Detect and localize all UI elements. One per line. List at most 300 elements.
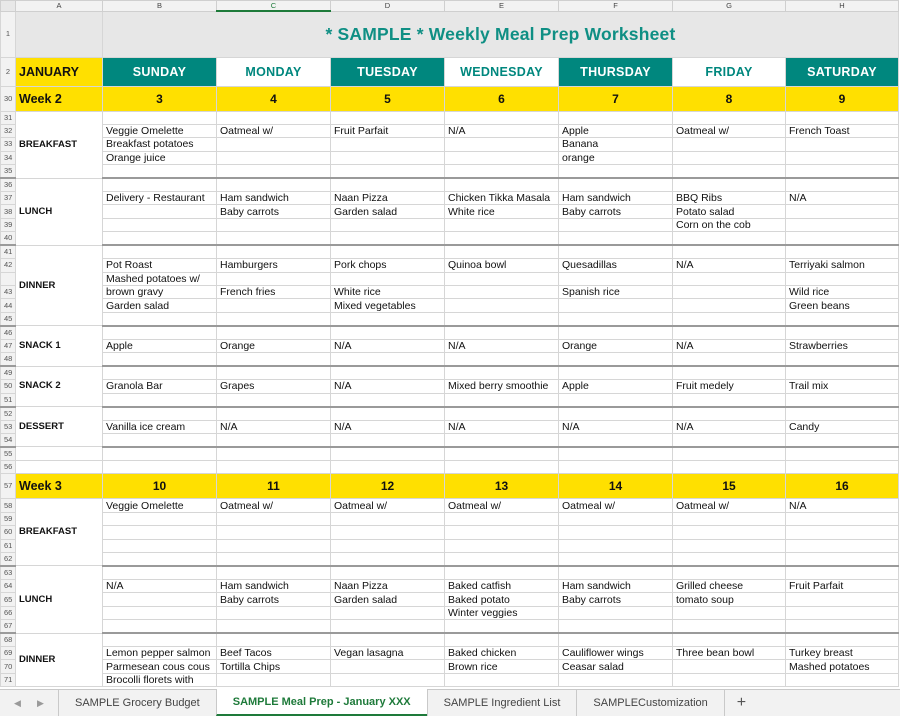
meal-cell[interactable] <box>673 151 786 164</box>
grid-cell[interactable] <box>331 312 445 326</box>
meal-cell[interactable]: Orange <box>559 339 673 352</box>
grid-cell[interactable] <box>103 407 217 421</box>
grid-cell[interactable] <box>16 447 103 461</box>
grid-cell[interactable] <box>217 552 331 566</box>
meal-cell[interactable] <box>673 673 786 686</box>
meal-cell[interactable]: Quinoa bowl <box>445 259 559 272</box>
meal-cell[interactable]: orange <box>559 151 673 164</box>
grid-cell[interactable] <box>786 245 899 259</box>
grid-cell[interactable] <box>445 326 559 340</box>
grid-cell[interactable] <box>559 407 673 421</box>
date-cell[interactable]: 13 <box>445 474 559 499</box>
tab-scroll-right-icon[interactable]: ▶ <box>37 697 44 708</box>
meal-cell[interactable]: White rice <box>331 286 445 299</box>
grid-cell[interactable] <box>16 460 103 473</box>
grid-cell[interactable] <box>445 245 559 259</box>
meal-cell[interactable]: N/A <box>673 259 786 272</box>
grid-cell[interactable] <box>673 433 786 447</box>
meal-cell[interactable]: Ceasar salad <box>559 660 673 673</box>
date-cell[interactable]: 14 <box>559 474 673 499</box>
meal-cell[interactable]: N/A <box>331 420 445 433</box>
grid-cell[interactable] <box>445 232 559 246</box>
meal-cell[interactable]: Fruit Parfait <box>331 124 445 137</box>
row-header[interactable]: 32 <box>1 124 16 137</box>
meal-cell[interactable] <box>103 606 217 619</box>
column-header-g[interactable]: G <box>673 1 786 12</box>
meal-cell[interactable]: Baby carrots <box>559 593 673 606</box>
grid-cell[interactable] <box>673 366 786 380</box>
meal-cell[interactable] <box>786 205 899 218</box>
grid-cell[interactable] <box>217 433 331 447</box>
meal-cell[interactable]: N/A <box>331 380 445 393</box>
meal-cell[interactable] <box>786 151 899 164</box>
title-blank-cell[interactable] <box>16 11 103 57</box>
meal-label-lunch[interactable]: LUNCH <box>16 178 103 245</box>
column-header-a[interactable]: A <box>16 1 103 12</box>
grid-cell[interactable] <box>673 111 786 124</box>
meal-cell[interactable]: Spanish rice <box>559 286 673 299</box>
grid-cell[interactable] <box>445 460 559 473</box>
grid-cell[interactable] <box>445 539 559 552</box>
meal-cell[interactable]: Cauliflower wings <box>559 647 673 660</box>
grid-cell[interactable] <box>331 539 445 552</box>
grid-cell[interactable] <box>559 245 673 259</box>
day-header-tuesday[interactable]: TUESDAY <box>331 57 445 86</box>
column-header-e[interactable]: E <box>445 1 559 12</box>
meal-cell[interactable] <box>445 286 559 299</box>
grid-cell[interactable] <box>559 620 673 634</box>
meal-cell[interactable] <box>445 299 559 312</box>
grid-cell[interactable] <box>786 232 899 246</box>
grid-cell[interactable] <box>559 447 673 461</box>
grid-cell[interactable] <box>445 633 559 647</box>
meal-cell[interactable] <box>786 606 899 619</box>
meal-cell[interactable]: Fruit medely <box>673 380 786 393</box>
meal-cell[interactable] <box>673 299 786 312</box>
row-header[interactable]: 71 <box>1 673 16 686</box>
meal-cell[interactable]: Ham sandwich <box>559 192 673 205</box>
meal-cell[interactable] <box>786 218 899 231</box>
meal-cell[interactable] <box>331 218 445 231</box>
date-cell[interactable]: 10 <box>103 474 217 499</box>
row-header[interactable]: 66 <box>1 606 16 619</box>
meal-cell[interactable]: Ham sandwich <box>217 192 331 205</box>
meal-cell[interactable]: Pork chops <box>331 259 445 272</box>
meal-cell[interactable]: Baked catfish <box>445 579 559 592</box>
meal-cell[interactable] <box>786 272 899 285</box>
meal-cell[interactable]: Terriyaki salmon <box>786 259 899 272</box>
grid-cell[interactable] <box>786 512 899 525</box>
grid-cell[interactable] <box>103 633 217 647</box>
meal-cell[interactable] <box>673 138 786 151</box>
meal-cell[interactable]: N/A <box>445 339 559 352</box>
day-header-monday[interactable]: MONDAY <box>217 57 331 86</box>
row-header[interactable]: 41 <box>1 245 16 259</box>
meal-label-breakfast[interactable]: BREAKFAST <box>16 499 103 566</box>
grid-cell[interactable] <box>217 165 331 179</box>
meal-cell[interactable]: Fruit Parfait <box>786 579 899 592</box>
meal-cell[interactable]: French fries <box>217 286 331 299</box>
grid-cell[interactable] <box>217 566 331 580</box>
grid-cell[interactable] <box>217 366 331 380</box>
meal-cell[interactable]: Hamburgers <box>217 259 331 272</box>
row-header[interactable]: 55 <box>1 447 16 461</box>
row-header[interactable]: 37 <box>1 192 16 205</box>
grid-cell[interactable] <box>331 353 445 367</box>
grid-cell[interactable] <box>786 312 899 326</box>
grid-cell[interactable] <box>786 353 899 367</box>
grid-cell[interactable] <box>559 633 673 647</box>
sheet-title[interactable]: * SAMPLE * Weekly Meal Prep Worksheet <box>103 11 899 57</box>
grid-cell[interactable] <box>673 552 786 566</box>
grid-cell[interactable] <box>331 633 445 647</box>
grid-cell[interactable] <box>559 232 673 246</box>
tab-scroll-left-icon[interactable]: ◀ <box>14 697 21 708</box>
grid-cell[interactable] <box>673 526 786 539</box>
meal-label-breakfast[interactable]: BREAKFAST <box>16 111 103 178</box>
grid-cell[interactable] <box>103 447 217 461</box>
row-header[interactable]: 62 <box>1 552 16 566</box>
meal-cell[interactable] <box>445 673 559 686</box>
meal-cell[interactable]: Oatmeal w/ <box>445 499 559 512</box>
row-header[interactable] <box>1 272 16 285</box>
meal-cell[interactable]: Oatmeal w/ <box>217 124 331 137</box>
row-header[interactable]: 43 <box>1 286 16 299</box>
meal-cell[interactable]: Brocolli florets with <box>103 673 217 686</box>
day-header-saturday[interactable]: SATURDAY <box>786 57 899 86</box>
row-header[interactable]: 39 <box>1 218 16 231</box>
week-label[interactable]: Week 2 <box>16 86 103 111</box>
grid-cell[interactable] <box>786 393 899 407</box>
meal-cell[interactable]: Ham sandwich <box>559 579 673 592</box>
grid-cell[interactable] <box>786 366 899 380</box>
grid-cell[interactable] <box>559 165 673 179</box>
meal-cell[interactable] <box>217 151 331 164</box>
meal-cell[interactable] <box>217 606 331 619</box>
grid-cell[interactable] <box>217 326 331 340</box>
meal-cell[interactable] <box>217 272 331 285</box>
grid-cell[interactable] <box>103 433 217 447</box>
meal-cell[interactable]: Turkey breast <box>786 647 899 660</box>
grid-cell[interactable] <box>559 512 673 525</box>
grid-cell[interactable] <box>217 460 331 473</box>
meal-cell[interactable] <box>786 673 899 686</box>
grid-cell[interactable] <box>103 393 217 407</box>
select-all-corner[interactable] <box>1 1 16 12</box>
grid-cell[interactable] <box>103 232 217 246</box>
grid-cell[interactable] <box>103 178 217 192</box>
column-header-c[interactable]: C <box>217 1 331 12</box>
row-header[interactable]: 34 <box>1 151 16 164</box>
grid-cell[interactable] <box>673 407 786 421</box>
grid-cell[interactable] <box>559 353 673 367</box>
date-cell[interactable]: 4 <box>217 86 331 111</box>
meal-cell[interactable] <box>445 151 559 164</box>
sheet-tab-customization[interactable]: SAMPLECustomization <box>576 690 723 716</box>
day-header-wednesday[interactable]: WEDNESDAY <box>445 57 559 86</box>
grid-cell[interactable] <box>331 178 445 192</box>
grid-cell[interactable] <box>673 566 786 580</box>
row-header[interactable]: 56 <box>1 460 16 473</box>
meal-cell[interactable] <box>103 205 217 218</box>
grid-cell[interactable] <box>673 539 786 552</box>
meal-cell[interactable]: Veggie Omelette <box>103 124 217 137</box>
meal-cell[interactable] <box>331 660 445 673</box>
grid-cell[interactable] <box>786 566 899 580</box>
meal-cell[interactable] <box>559 673 673 686</box>
meal-cell[interactable] <box>786 593 899 606</box>
grid-cell[interactable] <box>673 326 786 340</box>
date-cell[interactable]: 5 <box>331 86 445 111</box>
grid-cell[interactable] <box>786 526 899 539</box>
row-header[interactable]: 50 <box>1 380 16 393</box>
grid-cell[interactable] <box>559 566 673 580</box>
grid-cell[interactable] <box>673 232 786 246</box>
grid-cell[interactable] <box>445 552 559 566</box>
meal-label-dinner[interactable]: DINNER <box>16 245 103 326</box>
grid-cell[interactable] <box>445 165 559 179</box>
column-header-h[interactable]: H <box>786 1 899 12</box>
grid-cell[interactable] <box>445 393 559 407</box>
grid-cell[interactable] <box>103 539 217 552</box>
column-header-b[interactable]: B <box>103 1 217 12</box>
row-header[interactable]: 30 <box>1 86 16 111</box>
grid-cell[interactable] <box>786 111 899 124</box>
meal-cell[interactable]: Beef Tacos <box>217 647 331 660</box>
row-header[interactable]: 45 <box>1 312 16 326</box>
grid-cell[interactable] <box>103 312 217 326</box>
row-header[interactable]: 68 <box>1 633 16 647</box>
meal-cell[interactable]: Granola Bar <box>103 380 217 393</box>
grid-cell[interactable] <box>559 552 673 566</box>
grid-cell[interactable] <box>445 312 559 326</box>
meal-cell[interactable] <box>217 299 331 312</box>
grid-cell[interactable] <box>217 620 331 634</box>
row-header[interactable]: 54 <box>1 433 16 447</box>
meal-cell[interactable]: Potato salad <box>673 205 786 218</box>
row-header[interactable]: 53 <box>1 420 16 433</box>
grid-cell[interactable] <box>786 326 899 340</box>
grid-cell[interactable] <box>559 433 673 447</box>
meal-cell[interactable]: Grapes <box>217 380 331 393</box>
grid-cell[interactable] <box>445 353 559 367</box>
date-cell[interactable]: 15 <box>673 474 786 499</box>
row-header[interactable]: 49 <box>1 366 16 380</box>
meal-cell[interactable]: Brown rice <box>445 660 559 673</box>
meal-cell[interactable]: Mixed vegetables <box>331 299 445 312</box>
meal-cell[interactable]: Baked chicken <box>445 647 559 660</box>
grid-cell[interactable] <box>673 353 786 367</box>
meal-cell[interactable]: Breakfast potatoes <box>103 138 217 151</box>
meal-cell[interactable] <box>673 286 786 299</box>
meal-cell[interactable]: Garden salad <box>331 205 445 218</box>
meal-cell[interactable]: brown gravy <box>103 286 217 299</box>
meal-cell[interactable]: Ham sandwich <box>217 579 331 592</box>
meal-cell[interactable]: Baby carrots <box>217 205 331 218</box>
grid-cell[interactable] <box>559 460 673 473</box>
column-header-d[interactable]: D <box>331 1 445 12</box>
month-cell[interactable]: JANUARY <box>16 57 103 86</box>
meal-cell[interactable]: N/A <box>786 499 899 512</box>
meal-label-snack2[interactable]: SNACK 2 <box>16 366 103 406</box>
row-header[interactable]: 47 <box>1 339 16 352</box>
grid-cell[interactable] <box>673 620 786 634</box>
meal-cell[interactable] <box>673 272 786 285</box>
meal-cell[interactable]: Parmesean cous cous <box>103 660 217 673</box>
grid-cell[interactable] <box>103 366 217 380</box>
meal-cell[interactable]: French Toast <box>786 124 899 137</box>
grid-cell[interactable] <box>559 111 673 124</box>
row-header[interactable]: 58 <box>1 499 16 512</box>
column-header-f[interactable]: F <box>559 1 673 12</box>
meal-cell[interactable]: N/A <box>331 339 445 352</box>
grid-cell[interactable] <box>445 620 559 634</box>
grid-cell[interactable] <box>331 245 445 259</box>
meal-cell[interactable]: Oatmeal w/ <box>559 499 673 512</box>
meal-cell[interactable]: N/A <box>673 420 786 433</box>
meal-cell[interactable]: Grilled cheese <box>673 579 786 592</box>
row-header[interactable]: 48 <box>1 353 16 367</box>
meal-cell[interactable]: N/A <box>217 420 331 433</box>
grid-cell[interactable] <box>217 111 331 124</box>
meal-cell[interactable]: Apple <box>559 124 673 137</box>
row-header[interactable]: 46 <box>1 326 16 340</box>
grid-cell[interactable] <box>217 512 331 525</box>
grid-cell[interactable] <box>559 326 673 340</box>
grid-cell[interactable] <box>331 552 445 566</box>
meal-cell[interactable]: Garden salad <box>331 593 445 606</box>
grid-cell[interactable] <box>217 232 331 246</box>
grid-cell[interactable] <box>559 393 673 407</box>
meal-cell[interactable]: Apple <box>103 339 217 352</box>
date-cell[interactable]: 7 <box>559 86 673 111</box>
row-header[interactable]: 31 <box>1 111 16 124</box>
grid-cell[interactable] <box>103 552 217 566</box>
meal-cell[interactable] <box>786 138 899 151</box>
date-cell[interactable]: 12 <box>331 474 445 499</box>
row-header[interactable]: 69 <box>1 647 16 660</box>
add-sheet-button[interactable]: + <box>724 690 758 716</box>
grid-cell[interactable] <box>331 366 445 380</box>
meal-cell[interactable] <box>103 218 217 231</box>
grid-cell[interactable] <box>786 407 899 421</box>
grid-cell[interactable] <box>331 232 445 246</box>
grid-cell[interactable] <box>445 366 559 380</box>
meal-cell[interactable] <box>217 138 331 151</box>
grid-cell[interactable] <box>331 566 445 580</box>
grid-cell[interactable] <box>786 620 899 634</box>
meal-cell[interactable] <box>445 138 559 151</box>
grid-cell[interactable] <box>673 633 786 647</box>
grid-cell[interactable] <box>559 312 673 326</box>
meal-cell[interactable]: Baby carrots <box>559 205 673 218</box>
row-header[interactable]: 42 <box>1 259 16 272</box>
row-header[interactable]: 59 <box>1 512 16 525</box>
grid-cell[interactable] <box>673 178 786 192</box>
grid-cell[interactable] <box>673 165 786 179</box>
meal-cell[interactable] <box>331 606 445 619</box>
date-cell[interactable]: 16 <box>786 474 899 499</box>
grid-cell[interactable] <box>445 178 559 192</box>
grid-cell[interactable] <box>331 165 445 179</box>
row-header[interactable]: 67 <box>1 620 16 634</box>
meal-cell[interactable]: Orange <box>217 339 331 352</box>
meal-cell[interactable]: tomato soup <box>673 593 786 606</box>
grid-cell[interactable] <box>559 539 673 552</box>
grid-cell[interactable] <box>331 526 445 539</box>
grid-cell[interactable] <box>673 312 786 326</box>
grid-cell[interactable] <box>786 539 899 552</box>
meal-cell[interactable]: Naan Pizza <box>331 579 445 592</box>
meal-cell[interactable]: Strawberries <box>786 339 899 352</box>
day-header-sunday[interactable]: SUNDAY <box>103 57 217 86</box>
grid-cell[interactable] <box>445 566 559 580</box>
meal-cell[interactable]: Lemon pepper salmon <box>103 647 217 660</box>
meal-cell[interactable]: Corn on the cob <box>673 218 786 231</box>
meal-cell[interactable] <box>673 606 786 619</box>
meal-cell[interactable]: Mashed potatoes <box>786 660 899 673</box>
meal-cell[interactable]: Garden salad <box>103 299 217 312</box>
week-label[interactable]: Week 3 <box>16 474 103 499</box>
grid-cell[interactable] <box>331 326 445 340</box>
meal-cell[interactable]: Chicken Tikka Masala <box>445 192 559 205</box>
meal-cell[interactable]: Banana <box>559 138 673 151</box>
meal-label-snack1[interactable]: SNACK 1 <box>16 326 103 366</box>
grid-cell[interactable] <box>786 178 899 192</box>
grid-cell[interactable] <box>445 111 559 124</box>
date-cell[interactable]: 9 <box>786 86 899 111</box>
grid-cell[interactable] <box>331 111 445 124</box>
grid-cell[interactable] <box>673 512 786 525</box>
grid-cell[interactable] <box>331 620 445 634</box>
grid-cell[interactable] <box>103 353 217 367</box>
meal-cell[interactable] <box>331 272 445 285</box>
meal-label-dessert[interactable]: DESSERT <box>16 407 103 447</box>
grid-cell[interactable] <box>217 539 331 552</box>
grid-cell[interactable] <box>217 353 331 367</box>
meal-cell[interactable]: BBQ Ribs <box>673 192 786 205</box>
row-header[interactable]: 63 <box>1 566 16 580</box>
date-cell[interactable]: 6 <box>445 86 559 111</box>
row-header[interactable]: 2 <box>1 57 16 86</box>
grid-cell[interactable] <box>786 460 899 473</box>
meal-cell[interactable] <box>445 272 559 285</box>
date-cell[interactable]: 8 <box>673 86 786 111</box>
meal-cell[interactable]: N/A <box>445 420 559 433</box>
meal-cell[interactable] <box>559 218 673 231</box>
meal-cell[interactable] <box>559 299 673 312</box>
meal-cell[interactable]: Mixed berry smoothie <box>445 380 559 393</box>
grid-cell[interactable] <box>673 393 786 407</box>
meal-cell[interactable]: Mashed potatoes w/ <box>103 272 217 285</box>
row-header[interactable]: 51 <box>1 393 16 407</box>
grid-cell[interactable] <box>103 165 217 179</box>
meal-cell[interactable]: Candy <box>786 420 899 433</box>
grid-cell[interactable] <box>217 633 331 647</box>
grid-cell[interactable] <box>445 447 559 461</box>
meal-cell[interactable]: N/A <box>559 420 673 433</box>
meal-cell[interactable] <box>331 673 445 686</box>
meal-cell[interactable]: N/A <box>445 124 559 137</box>
grid-cell[interactable] <box>103 566 217 580</box>
grid-cell[interactable] <box>445 526 559 539</box>
grid-cell[interactable] <box>786 552 899 566</box>
meal-cell[interactable] <box>331 138 445 151</box>
grid-cell[interactable] <box>445 433 559 447</box>
meal-cell[interactable]: Orange juice <box>103 151 217 164</box>
row-header[interactable]: 33 <box>1 138 16 151</box>
grid-cell[interactable] <box>331 433 445 447</box>
